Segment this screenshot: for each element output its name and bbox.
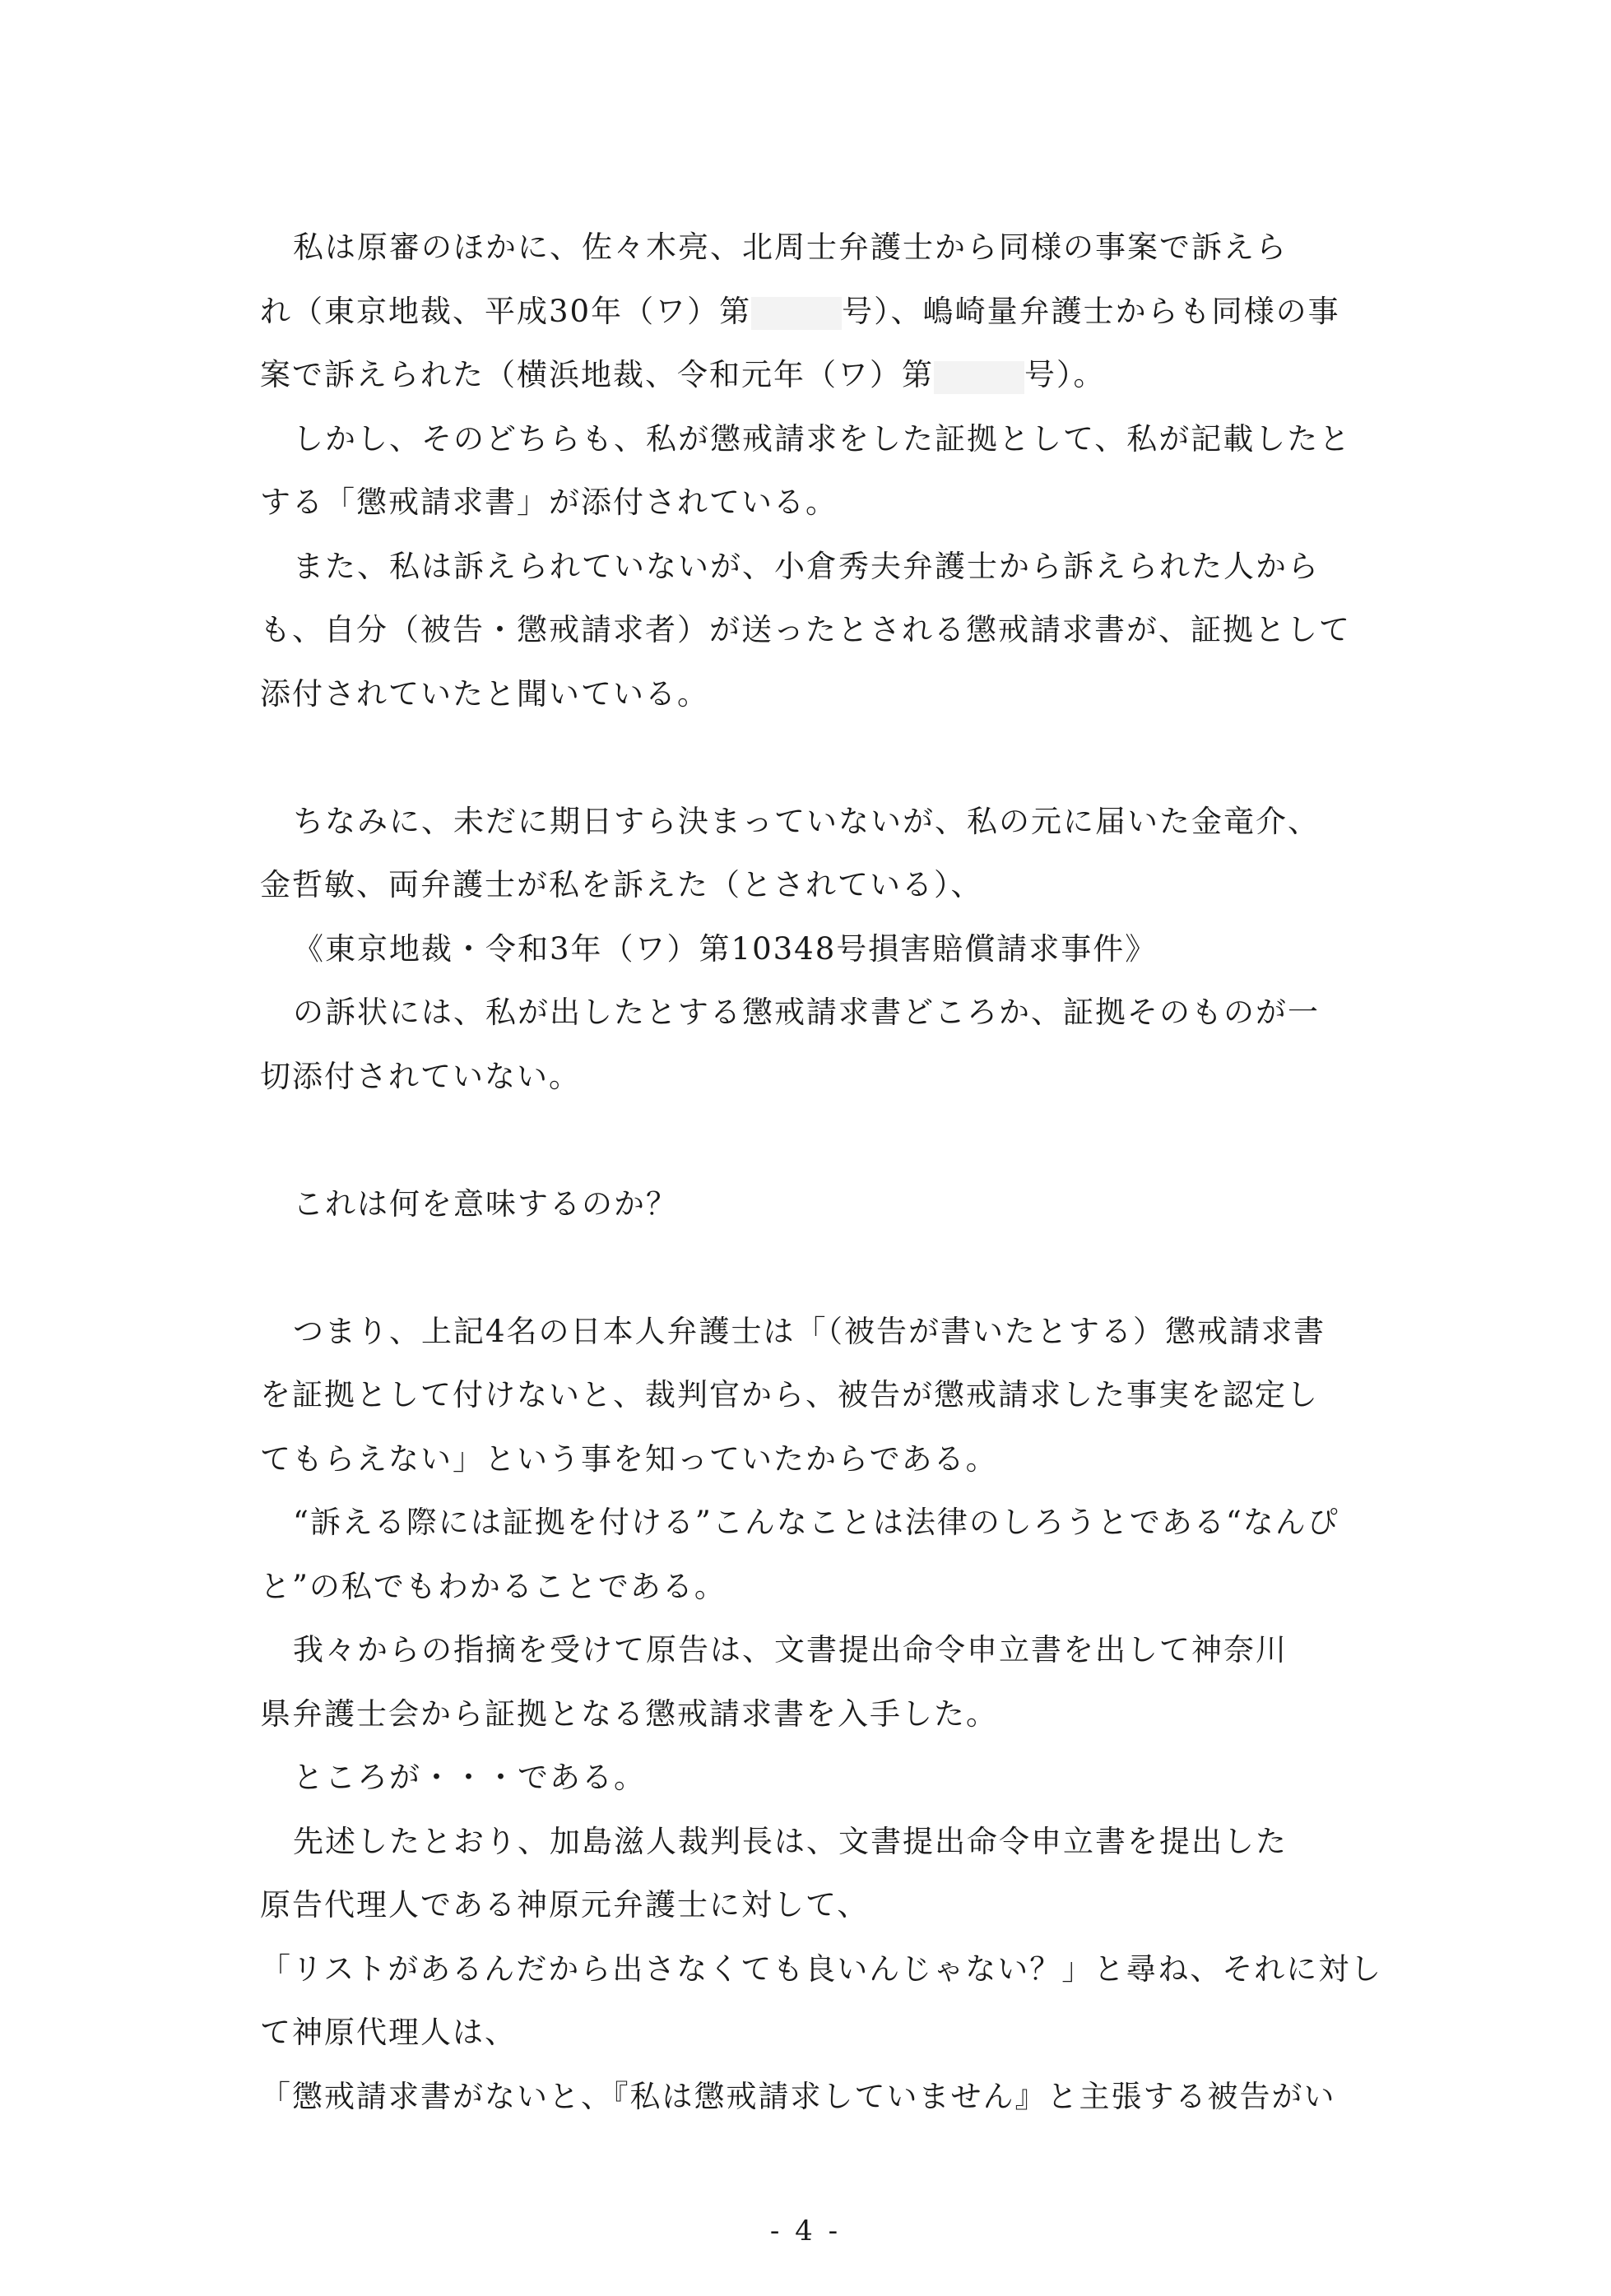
text-line-content: 「リストがあるんだから出さなくても良いんじゃない？」と尋ね、それに対し <box>260 1950 1383 1987</box>
text-line-content: これは何を意味するのか？ <box>293 1185 678 1222</box>
text-line <box>260 1746 1404 1810</box>
text-line <box>260 1172 1404 1236</box>
text-line-content: ちなみに、未だに期日すら決まっていないが、私の元に届いた金竜介、 <box>293 803 1320 839</box>
text-line <box>260 1810 1404 1874</box>
text-line <box>260 1873 1404 1937</box>
document-body <box>260 216 1404 2128</box>
text-line-content: 県弁護士会から証拠となる懲戒請求書を入手した。 <box>260 1695 998 1732</box>
text-line-content: 切添付されていない。 <box>260 1058 581 1094</box>
text-line <box>260 2001 1404 2065</box>
text-line <box>260 1682 1404 1746</box>
text-line-content: 「懲戒請求書がないと、『私は懲戒請求していません』と主張する被告がい <box>260 2078 1336 2114</box>
text-line <box>260 1045 1404 1109</box>
text-line-content: も、自分（被告・懲戒請求者）が送ったとされる懲戒請求書が、証拠として <box>260 612 1351 647</box>
text-line <box>260 1618 1404 1682</box>
text-line-content: “訴える際には証拠を付ける”こんなことは法律のしろうとである“なんぴ <box>293 1505 1339 1540</box>
text-line-content: 私は原審のほかに、佐々木亮、北周士弁護士から同様の事案で訴えら <box>293 230 1288 265</box>
text-line-content: れ（東京地裁、平成30年（ワ）第 <box>260 293 752 329</box>
text-line <box>260 1363 1404 1427</box>
text-line <box>260 1491 1404 1555</box>
text-line <box>260 917 1404 981</box>
text-line-content: 案で訴えられた（横浜地裁、令和元年（ワ）第 <box>260 357 934 392</box>
text-line <box>260 343 1404 407</box>
text-line <box>260 598 1404 662</box>
text-line <box>260 407 1404 471</box>
text-line-content: 先述したとおり、加島滋人裁判長は、文書提出命令申立書を提出した <box>293 1823 1288 1859</box>
text-line-content: て神原代理人は、 <box>260 2015 517 2050</box>
redacted-number <box>934 361 1024 394</box>
text-line-content: また、私は訴えられていないが、小倉秀夫弁護士から訴えられた人から <box>293 548 1320 584</box>
page-number: - 4 - <box>769 2215 842 2247</box>
text-line-content: を証拠として付けないと、裁判官から、被告が懲戒請求した事実を認定し <box>260 1377 1319 1412</box>
text-line <box>260 2065 1404 2129</box>
redacted-number <box>751 297 842 330</box>
text-line-content: と”の私でもわかることである。 <box>260 1568 727 1604</box>
text-line <box>260 1937 1404 2001</box>
text-line-content: しかし、そのどちらも、私が懲戒請求をした証拠として、私が記載したと <box>293 420 1352 457</box>
text-line <box>260 790 1404 854</box>
text-line <box>260 216 1404 280</box>
text-line-content: の訴状には、私が出したとする懲戒請求書どころか、証拠そのものが一 <box>293 995 1320 1030</box>
text-line-content: ところが・・・である。 <box>293 1760 646 1795</box>
text-line-content: てもらえない」という事を知っていたからである。 <box>260 1440 998 1477</box>
text-line <box>260 662 1404 726</box>
text-line <box>260 1300 1404 1364</box>
text-line-content: 《東京地裁・令和3年（ワ）第10348号損害賠償請求事件》 <box>293 930 1158 967</box>
text-line-continuation: 号）、嶋崎量弁護士からも同様の事 <box>842 293 1340 329</box>
blank-line <box>260 1236 1404 1300</box>
blank-line <box>260 726 1404 790</box>
text-line <box>260 535 1404 599</box>
text-line-content: する「懲戒請求書」が添付されている。 <box>260 485 838 520</box>
text-line-content: 添付されていたと聞いている。 <box>260 675 709 712</box>
text-line-content: 我々からの指摘を受けて原告は、文書提出命令申立書を出して神奈川 <box>293 1632 1288 1667</box>
blank-line <box>260 1108 1404 1172</box>
text-line <box>260 1555 1404 1619</box>
text-line <box>260 981 1404 1045</box>
text-line <box>260 280 1404 344</box>
text-line <box>260 853 1404 917</box>
text-line-content: 原告代理人である神原元弁護士に対して、 <box>260 1887 870 1923</box>
text-line <box>260 1427 1404 1491</box>
text-line-continuation: 号）。 <box>1024 357 1106 392</box>
text-line <box>260 471 1404 535</box>
text-line-content: つまり、上記4名の日本人弁護士は「（被告が書いたとする）懲戒請求書 <box>293 1313 1326 1349</box>
text-line-content: 金哲敏、両弁護士が私を訴えた（とされている）、 <box>260 867 983 902</box>
